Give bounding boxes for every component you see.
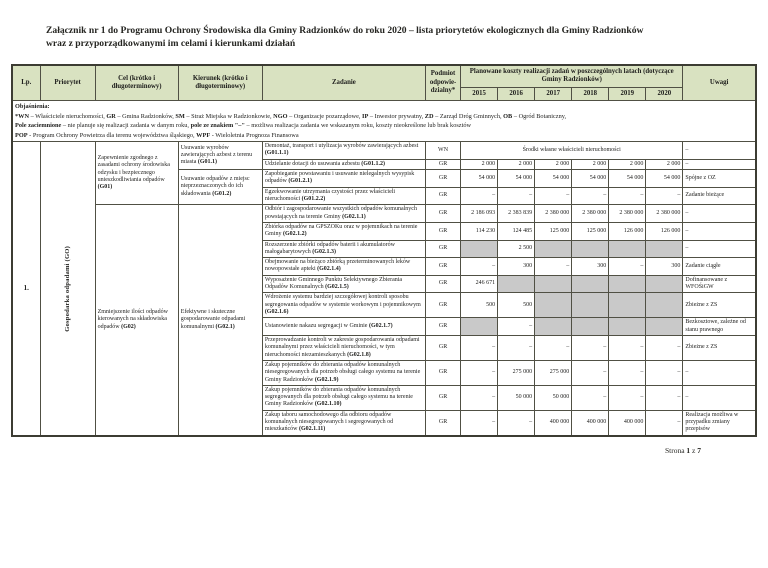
cost-cell-2019: – (609, 187, 646, 205)
cost-cell-2020: 126 000 (646, 222, 683, 240)
cost-cell-2016: 300 (498, 258, 535, 276)
cost-cell-2015 (461, 240, 498, 258)
table-header (12, 65, 756, 101)
header-uwagi: Uwagi (683, 65, 756, 101)
uwagi-cell: – (683, 205, 756, 223)
zadanie-cell-code: (G02.1.5) (325, 284, 349, 291)
uwagi-cell: Zadanie bieżące (683, 187, 756, 205)
cost-cell-2017: – (535, 335, 572, 360)
podmiot-cell: GR (426, 170, 461, 188)
priorytet-vertical-label: Gospodarka odpadami (GO) (63, 245, 71, 332)
podmiot-cell: GR (426, 222, 461, 240)
kierunek-cell: Usuwanie odpadów z miejsc nieprzeznaczonych do ich składowania (G01.2) (178, 170, 262, 205)
document-title-line2: wraz z przyporządkowanymi im celami i kierunkami działań (46, 37, 296, 49)
kierunek-cell: Usuwanie wyrobów zawierających azbest z terenu miasta (G01.1) (178, 142, 262, 170)
header-year-2020: 2020 (646, 87, 683, 100)
cost-cell-2017: – (535, 258, 572, 276)
cost-cell-2020: – (646, 187, 683, 205)
podmiot-cell: GR (426, 385, 461, 410)
podmiot-cell: WN (426, 142, 461, 160)
zadanie-cell: Zapobieganie powstawaniu i usuwanie nielegalnych wysypisk odpadów (G01.2.1) (262, 170, 425, 188)
zadanie-cell-code: (G01.2.1) (288, 178, 312, 185)
legend-line-1: Objaśnienia: (15, 103, 50, 111)
table-body (12, 142, 756, 436)
uwagi-cell: Zbieżne z ZS (683, 335, 756, 360)
zadanie-cell: Odbiór i zagospodarowanie wszystkich odpadów komunalnych powstających na terenie Gminy (G02.1.1) (262, 205, 425, 223)
cost-cell-2020 (646, 318, 683, 336)
cost-cell-2020: – (646, 335, 683, 360)
legend-line-2: *WN – Właściciele nieruchomości, GR – Gmina Radzionków, SM – Straż Miejska w Radzionkowie, NGO – Organizacje pozarządowe, IP – Inwestor prywatny, ZD – Zarząd Dróg Gminnych, OB – Ogród Botaniczny, (15, 112, 567, 120)
podmiot-cell: GR (426, 335, 461, 360)
zadanie-cell-code: (G02.1.8) (347, 351, 371, 358)
zadanie-cell: Egzekwowanie utrzymania czystości przez właścicieli nieruchomości (G01.2.2) (262, 187, 425, 205)
cost-cell-2018: 2 000 (572, 159, 609, 169)
kierunek-cell-code: (G02.1) (215, 323, 235, 330)
uwagi-cell: – (683, 385, 756, 410)
cost-cell-2016: 2 500 (498, 240, 535, 258)
cost-cell-2015: 54 000 (461, 170, 498, 188)
cost-cell-2017: – (535, 187, 572, 205)
zadanie-cell-code: (G02.1.4) (317, 266, 341, 273)
cost-cell-2020: – (646, 385, 683, 410)
cost-cell-2019: – (609, 385, 646, 410)
cost-cell-2020: 300 (646, 258, 683, 276)
podmiot-cell: GR (426, 275, 461, 293)
cost-cell-2018 (572, 275, 609, 293)
cost-cell-2015: 246 671 (461, 275, 498, 293)
cost-cell-2017 (535, 318, 572, 336)
zadanie-cell-code: (G01.1.1) (264, 150, 289, 157)
cost-cell-2016: 124 485 (498, 222, 535, 240)
header-zadanie: Zadanie (262, 65, 425, 101)
cost-cell-2019 (609, 275, 646, 293)
cost-cell-2019: – (609, 258, 646, 276)
uwagi-cell: – (683, 360, 756, 385)
zadanie-cell: Obejmowanie na bieżąco zbiórką przeterminowanych leków nowopowstałe apteki (G02.1.4) (262, 258, 425, 276)
cost-cell-2020: 2 000 (646, 159, 683, 169)
uwagi-cell: – (683, 142, 756, 160)
cost-cell-2020: – (646, 410, 683, 435)
header-year-2019: 2019 (609, 87, 646, 100)
cost-cell-2020 (646, 275, 683, 293)
header-cel: Cel (krótko i długoterminowy) (95, 65, 178, 101)
podmiot-cell: GR (426, 240, 461, 258)
legend-line-4: POP - Program Ochrony Powietrza dla terenu województwa śląskiego, WPF - Wieloletnia Prognoza Finansowa (15, 131, 299, 139)
priorytet-cell (40, 142, 95, 436)
podmiot-cell: GR (426, 318, 461, 336)
header-year-2018: 2018 (572, 87, 609, 100)
uwagi-cell: – (683, 240, 756, 258)
cost-cell-2018: – (572, 385, 609, 410)
cost-cell-2018 (572, 240, 609, 258)
uwagi-cell: – (683, 159, 756, 169)
kierunek-cell-code: (G01.2) (212, 190, 232, 197)
cost-cell-2017 (535, 240, 572, 258)
podmiot-cell: GR (426, 159, 461, 169)
cost-cell-2018 (572, 318, 609, 336)
zadanie-cell: Zakup pojemników do zbierania odpadów komunalnych niesegregowanych dla potrzeb obsługi całego systemu na terenie Gminy Radzionków (G02.1.9) (262, 360, 425, 385)
uwagi-cell: Realizacja możliwa w przypadku zmiany przepisów (683, 410, 756, 435)
cost-cell-2015: – (461, 335, 498, 360)
podmiot-cell: GR (426, 293, 461, 318)
cel-cell-code: (G02) (121, 323, 136, 330)
cost-cell-2019 (609, 318, 646, 336)
header-year-2017: 2017 (535, 87, 572, 100)
footer-page-number: 1 (686, 445, 691, 455)
cost-cell-2016: 500 (498, 293, 535, 318)
zadanie-cell-code: (G01.2.2) (301, 195, 326, 202)
cost-cell-2019: 126 000 (609, 222, 646, 240)
cost-cell-2016: – (498, 335, 535, 360)
zadanie-cell: Rozszerzenie zbiórki odpadów baterii i akumulatorów małogabarytowych (G02.1.3) (262, 240, 425, 258)
cel-cell: Zapewnienie zgodnego z zasadami ochrony środowiska odzysku i bezpiecznego unieszkodliwiania odpadów (G01) (95, 142, 178, 205)
cost-cell-2015: – (461, 385, 498, 410)
page-footer (11, 446, 757, 455)
zadanie-cell: Zakup taboru samochodowego dla odbioru odpadów komunalnych niesegregowanych i segregowanych od mieszkańców (G02.1.11) (262, 410, 425, 435)
cost-cell-2020: – (646, 360, 683, 385)
cost-cell-2017: 275 000 (535, 360, 572, 385)
cost-cell-2020 (646, 293, 683, 318)
zadanie-cell-code: (G02.1.3) (312, 248, 336, 255)
zadanie-cell: Demontaż, transport i utylizacja wyrobów zawierających azbest (G01.1.1) (262, 142, 425, 160)
cost-cell-2019 (609, 293, 646, 318)
cost-cell-2019 (609, 240, 646, 258)
zadanie-cell: Ustanowienie nakazu segregacji w Gminie (G02.1.7) (262, 318, 425, 336)
zadanie-cell: Udzielanie dotacji do usuwania azbestu (G01.1.2) (262, 159, 425, 169)
kierunek-cell-code: (G01.1) (197, 159, 218, 166)
legend-line-3: Pole zaciemnione – nie planuje się realizacji zadania w danym roku, pole ze znakiem "–" – możliwa realizacja zadania we wskazanym roku, koszty nieokreślone lub brak kosztów (15, 122, 472, 130)
cost-cell-2018: 300 (572, 258, 609, 276)
footer-prefix: Strona (664, 445, 687, 455)
cost-cell-2019: 54 000 (609, 170, 646, 188)
zadanie-cell-code: (G02.1.7) (368, 322, 393, 329)
cost-cell-2016: 275 000 (498, 360, 535, 385)
header-podmiot: Podmiot odpowie-dzialny* (426, 65, 461, 101)
cost-cell-2017: 125 000 (535, 222, 572, 240)
lp-cell: 1. (12, 142, 40, 436)
cost-cell-2020: 2 380 000 (646, 205, 683, 223)
zadanie-cell-code: (G02.1.11) (298, 426, 326, 433)
zadanie-cell: Przeprowadzanie kontroli w zakresie gospodarowania odpadami komunalnymi przez właścicieli nieruchomości, w tym nieruchomości niezamieszkanych (G02.1.8) (262, 335, 425, 360)
cost-cell-2015: 2 186 093 (461, 205, 498, 223)
cost-cell-2017: 2 380 000 (535, 205, 572, 223)
cel-cell: Zmniejszenie ilości odpadów kierowanych na składowiska odpadów (G02) (95, 205, 178, 436)
cost-cell-2016: 2 000 (498, 159, 535, 169)
zadanie-cell-code: (G02.1.2) (282, 231, 307, 238)
document-title-line1: Załącznik nr 1 do Programu Ochrony Środowiska dla Gminy Radzionków do roku 2020 – lista priorytetów ekologicznych dla Gminy Radzionków (46, 25, 644, 36)
cost-cell-2016: – (498, 410, 535, 435)
cost-cell-2017: 50 000 (535, 385, 572, 410)
cost-cell-2018: 400 000 (572, 410, 609, 435)
zadanie-cell: Zakup pojemników do zbierania odpadów komunalnych segregowanych dla potrzeb obsługi całego systemu na terenie Gminy Radzionków (G02.1.10) (262, 385, 425, 410)
header-year-2015: 2015 (461, 87, 498, 100)
cost-cell-2018: 125 000 (572, 222, 609, 240)
podmiot-cell: GR (426, 410, 461, 435)
footer-total-pages: 7 (697, 445, 701, 455)
cost-cell-2015: – (461, 187, 498, 205)
cost-cell-2018 (572, 293, 609, 318)
document-title (46, 25, 756, 51)
cost-cell-2018: – (572, 335, 609, 360)
cost-cell-2017: 400 000 (535, 410, 572, 435)
cost-cell-2015: 2 000 (461, 159, 498, 169)
cost-cell-2017: 2 000 (535, 159, 572, 169)
uwagi-cell: Zadanie ciągłe (683, 258, 756, 276)
task-row (12, 205, 756, 223)
priorities-table (11, 64, 757, 437)
cost-cell-2018: – (572, 187, 609, 205)
cost-cell-2015: – (461, 410, 498, 435)
uwagi-cell: Zbieżne z ZS (683, 293, 756, 318)
podmiot-cell: GR (426, 360, 461, 385)
cost-cell-2016 (498, 275, 535, 293)
header-lp: Lp. (12, 65, 40, 101)
header-kierunek: Kierunek (krótko i długoterminowy) (178, 65, 262, 101)
zadanie-cell-code: (G02.1.1) (342, 213, 366, 220)
cost-cell-2015: 114 230 (461, 222, 498, 240)
cost-cell-2015: 500 (461, 293, 498, 318)
header-koszty-group: Planowane koszty realizacji zadań w poszczególnych latach (dotyczące Gminy Radzionków) (461, 65, 683, 87)
cost-cell-2015: – (461, 360, 498, 385)
legend (12, 101, 756, 142)
header-priorytet: Priorytet (40, 65, 95, 101)
cost-cell-2015: – (461, 258, 498, 276)
podmiot-cell: GR (426, 187, 461, 205)
zadanie-cell: Wyposażenie Gminnego Punktu Selektywnego Zbierania Odpadów Komunalnych (G02.1.5) (262, 275, 425, 293)
cost-cell-2016: – (498, 187, 535, 205)
zadanie-cell-code: (G02.1.6) (264, 309, 289, 316)
cost-cell-2018: – (572, 360, 609, 385)
cost-cell-2017 (535, 275, 572, 293)
cost-cell-2018: 54 000 (572, 170, 609, 188)
cost-cell-2016: – (498, 318, 535, 336)
cost-cell-2015 (461, 318, 498, 336)
zadanie-cell-code: (G01.1.2) (361, 160, 385, 167)
cost-cell-2019: – (609, 335, 646, 360)
cost-cell-2017 (535, 293, 572, 318)
header-year-2016: 2016 (498, 87, 535, 100)
zadanie-cell: Zbiórka odpadów na GPSZOKu oraz w pojemnikach na terenie Gminy (G02.1.2) (262, 222, 425, 240)
legend-row (12, 101, 756, 142)
kierunek-cell: Efektywne i skuteczne gospodarowanie odpadami komunalnymi (G02.1) (178, 205, 262, 436)
cost-cell-2019: 2 000 (609, 159, 646, 169)
zadanie-cell-code: (G02.1.9) (314, 376, 339, 383)
cost-cell-2020 (646, 240, 683, 258)
zadanie-cell-code: (G02.1.10) (314, 401, 342, 408)
cost-cell-2019: 2 380 000 (609, 205, 646, 223)
uwagi-cell: Bezkosztowe, zależne od stanu prawnego (683, 318, 756, 336)
footer-separator: z (690, 445, 698, 455)
cost-cell-2016: 2 383 839 (498, 205, 535, 223)
cost-cell-2017: 54 000 (535, 170, 572, 188)
cost-cell-2019: – (609, 360, 646, 385)
cost-cell-2018: 2 380 000 (572, 205, 609, 223)
cost-cell-2016: 50 000 (498, 385, 535, 410)
merged-cost-note-cell: Środki własne właścicieli nieruchomości (461, 142, 683, 160)
task-row (12, 142, 756, 160)
cost-cell-2016: 54 000 (498, 170, 535, 188)
document-page (0, 25, 768, 568)
cost-cell-2020: 54 000 (646, 170, 683, 188)
zadanie-cell: Wdrożenie systemu bardziej szczegółowej kontroli sposobu segregowania odpadów w systemie workowym i pojemnikowym (G02.1.6) (262, 293, 425, 318)
cel-cell-code: (G01) (97, 184, 113, 191)
uwagi-cell: Dofinansowane z WFOŚiGW (683, 275, 756, 293)
podmiot-cell: GR (426, 258, 461, 276)
podmiot-cell: GR (426, 205, 461, 223)
cost-cell-2019: 400 000 (609, 410, 646, 435)
uwagi-cell: – (683, 222, 756, 240)
uwagi-cell: Spójne z OZ (683, 170, 756, 188)
